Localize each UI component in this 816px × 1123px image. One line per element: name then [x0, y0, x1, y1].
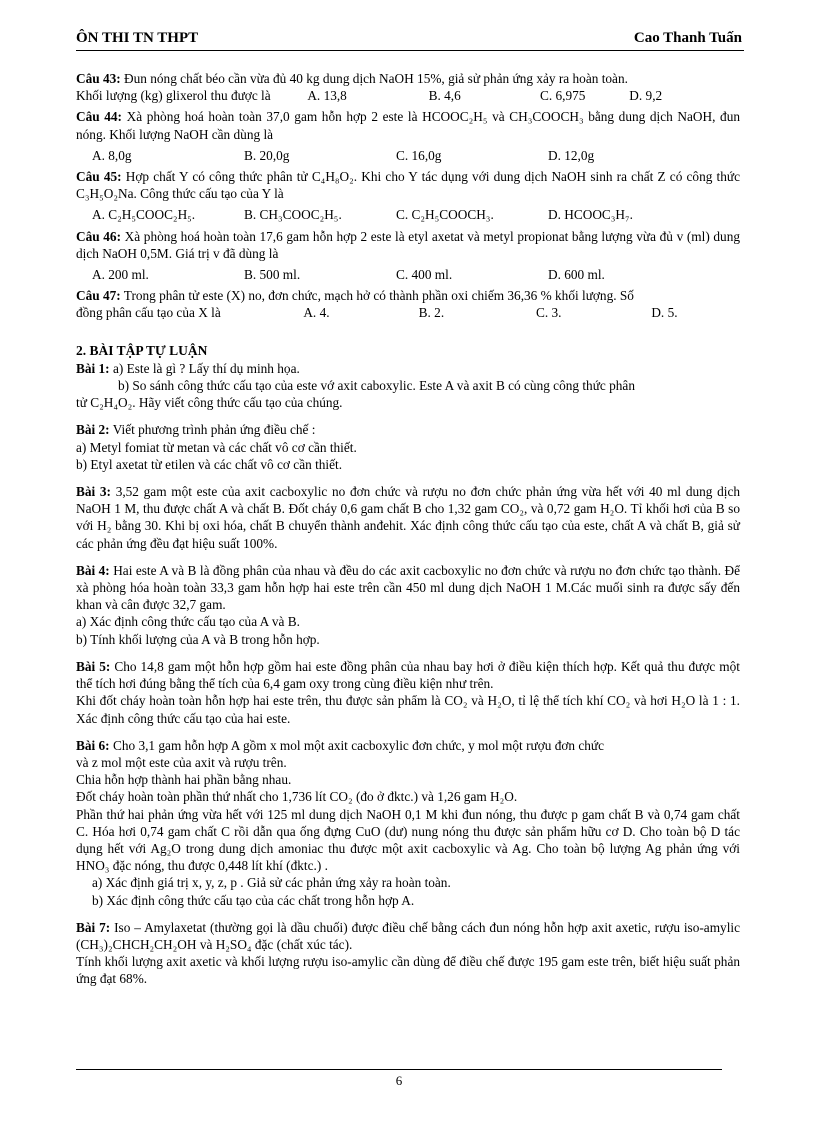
question-43: Câu 43: Đun nóng chất béo cần vừa đủ 40 kg dung dịch NaOH 15%, giả sử phản ứng xảy ra hoàn toàn. Khối lượng (kg) glixerol thu được là A. 13,8 B. 4,6 C. 6,975 D. 9,2 — [76, 71, 663, 104]
option-c: C. 400 ml. — [396, 267, 453, 283]
exercise-5: Bài 5: Cho 14,8 gam một hỗn hợp gồm hai este đồng phân của nhau bay hơi ở điều kiện thích hợp. Kết quả thu được một thể tích hơi đúng bằng thể tích của 6,4 gam oxy trong cùng điều kiện như trên. — [76, 658, 740, 692]
page-number: 6 — [395, 1073, 403, 1088]
exercise-3: Bài 3: 3,52 gam một este của axit cacboxylic no đơn chức và rượu no đơn chức phản ứng vừa hết với 40 ml dung dịch NaOH 1 M, thu được chất A và chất B. Đốt cháy 0,6 gam chất B cho 1,32 gam CO₂, và 0,72 gam H₂O. Tỉ khối hơi của B so với H₂ bằng 30. Khi bị oxi hóa, chất B chuyển thành anđehit. Xác định công thức cấu tạo của este, chất A và chất B, giả sử các phản ứng đều đạt hiệu suất 100%. — [76, 484, 740, 551]
option-d: D. 9,2 — [629, 88, 663, 104]
header-left: ÔN THI TN THPT — [76, 30, 199, 46]
option-d: D. 600 ml. — [548, 267, 605, 283]
exercise-4: Bài 4: Hai este A và B là đồng phân của nhau và đều do các axit cacboxylic no đơn chức và rượu no đơn chức tạo thành. Để xà phòng hóa hoàn toàn 33,3 gam hỗn hợp hai este trên cần 450 ml dung dịch NaOH 1 M.Các muối sinh ra được sấy đến khan và cân được 32,7 gam. — [76, 562, 740, 613]
page-header — [76, 28, 744, 51]
option-b: B. CH₃COOC₂H₅. — [244, 207, 342, 223]
question-46: Câu 46: Xà phòng hoá hoàn toàn 17,6 gam hỗn hợp 2 este là etyl axetat và metyl propionat bằng lượng vừa đủ v (ml) dung dịch NaOH 0,5M. Giá trị v đã dùng là — [76, 228, 740, 261]
option-c: C. 6,975 — [539, 88, 586, 104]
option-a: A. 4. — [303, 305, 330, 321]
option-a: A. 8,0g — [92, 147, 132, 163]
option-c: C. C₂H₅COOCH₃. — [396, 207, 494, 223]
options-45 — [76, 206, 740, 223]
exercise-6: Bài 6: Cho 3,1 gam hỗn hợp A gồm x mol một axit cacboxylic đơn chức, y mol một rượu đơn chức — [76, 737, 605, 753]
option-c: C. 3. — [535, 305, 562, 321]
option-b: B. 4,6 — [428, 88, 461, 104]
options-44 — [76, 147, 740, 164]
exercise-2: Bài 2: Viết phương trình phản ứng điều chế : — [76, 422, 316, 438]
question-44: Câu 44: Xà phòng hoá hoàn toàn 37,0 gam hỗn hợp 2 este là HCOOC₂H₅ và CH₃COOCH₃ bằng dung dịch NaOH, đun nóng. Khối lượng NaOH cần dùng là — [76, 109, 740, 142]
option-d: D. 5. — [651, 305, 678, 321]
exercise-1: Bài 1: a) Este là gì ? Lấy thí dụ minh họa. — [76, 360, 300, 376]
exercise-7: Bài 7: Iso – Amylaxetat (thường gọi là dầu chuối) được điều chế bằng cách đun nóng hỗn hợp axit axetic, rượu iso-amylic (CH₃)₂CHCH₂CH₂OH và H₂SO₄ đặc (chất xúc tác). — [76, 919, 740, 952]
option-b: B. 20,0g — [244, 147, 290, 163]
option-a: A. C₂H₅COOC₂H₅. — [92, 207, 196, 223]
page-footer — [76, 1069, 722, 1089]
options-46 — [76, 266, 740, 283]
option-b: B. 500 ml. — [244, 267, 301, 283]
section-title: 2. BÀI TẬP TỰ LUẬN — [76, 342, 208, 358]
header-right: Cao Thanh Tuấn — [633, 30, 742, 46]
page-content: Câu 43: Đun nóng chất béo cần vừa đủ 40 kg dung dịch NaOH 15%, giả sử phản ứng xảy ra hoàn toàn. Khối lượng (kg) glixerol thu được là A. 13,8 B. 4,6 C. 6,975 D. 9,2 Câu 44: Xà phòng hoá hoàn toàn 37,0 gam hỗn hợp 2 este là HCOOC₂H₅ và CH₃COOCH₃ bằng dung dịch NaOH, đun nóng. Khối lượng NaOH cần dùng là A. 8,0g B. 20,0g C. 16,0g D. 12,0g Câu 45: Hợp chất Y có công thức phân tử C₄H₈O₂. Khi cho Y tác dụng với dung dịch NaOH sinh ra chất Z có công thức C₃H₅O₂Na. Công thức cấu tạo của Y là A. C₂H₅COOC₂H₅. B. CH₃COOC₂H₅. C. C₂H₅COOCH₃. D. HCOOC₃H₇. Câu 46: Xà phòng hoá hoàn toàn 17,6 gam hỗn hợp 2 este là etyl axetat và metyl propionat bằng lượng vừa đủ v (ml) dung dịch NaOH 0,5M. Giá trị v đã dùng là A. 200 ml. B. 500 ml. C. 400 ml. D. 600 ml. Câu 47: Trong phân tử este (X) no, đơn chức, mạch hở có thành phần oxi chiếm 36,36 % khối lượng. Số đồng phân cấu tạo của X là A. 4. B. 2. C. 3. D. 5. 2. BÀI TẬP TỰ LUẬN Bài 1: a) Este là gì ? Lấy thí dụ minh họa. b) So sánh công thức cấu tạo của este vớ axit caboxylic. Este A và axit B có cùng công thức phân tử C₂H₄O₂. Hãy viết công thức cấu tạo của chúng. Bài 2: Viết phương trình phản ứng điều chế : a) Metyl fomiat từ metan và các chất vô cơ cần thiết. b) Etyl axetat từ etilen và các chất vô cơ cần thiết. Bài 3: 3,52 gam một este của axit cacboxylic no đơn chức và rượu no đơn chức phản ứng vừa hết với 40 ml dung dịch NaOH 1 M, thu được chất A và chất B. Đốt cháy 0,6 gam chất B cho 1,32 gam CO₂, và 0,72 gam H₂O. Tỉ khối hơi của B so với H₂ bằng 30. Khi bị oxi hóa, chất B chuyển thành anđehit. Xác định công thức cấu tạo của este, chất A và chất B, giả sử các phản ứng đều đạt hiệu suất 100%. Bài 4: Hai este A và B là đồng phân của nhau và đều do các axit cacboxylic no đơn chức và rượu no đơn chức tạo thành. Để xà phòng hóa hoàn toàn 33,3 gam hỗn hợp hai este trên cần 450 ml dung dịch NaOH 1 M.Các muối sinh ra được sấy đến khan và cân được 32,7 gam. a) Xác định công thức cấu tạo của A và B. b) Tính khối lượng của A và B trong hỗn hợp. Bài 5: Cho 14,8 gam một hỗn hợp gồm hai este đồng phân của nhau bay hơi ở điều kiện thích hợp. Kết quả thu được một thể tích hơi đúng bằng thể tích của 6,4 gam oxy trong cùng điều kiện như trên. Khi đốt cháy hoàn toàn hỗn hợp hai este trên, thu được sản phẩm là CO₂ và H₂O, tỉ lệ thể tích khí CO₂ và hơi H₂O là 1 : 1. Xác định công thức cấu tạo của hai este. Bài 6: Cho 3,1 gam hỗn hợp A gồm x mol một axit cacboxylic đơn chức, y mol một rượu đơn chức và z mol một este của axit và rượu trên. Chia hỗn hợp thành hai phần bằng nhau. Đốt cháy hoàn toàn phần thứ nhất cho 1,736 lít CO₂ (đo ở đktc.) và 1,26 gam H₂O. Phần thứ hai phản ứng vừa hết với 125 ml dung dịch NaOH 0,1 M khi đun nóng, thu được p gam chất B và 0,74 gam chất C. Hóa hơi 0,74 gam chất C rồi dẫn qua ống đựng CuO (dư) nung nóng thu được sản phẩm hữu cơ D. Cho toàn bộ D tác dụng hết với Ag₂O trong dung dịch amoniac thu được một axit cacboxylic và Ag. Cho toàn bộ lượng Ag phản ứng với HNO₃ đặc nóng, thu được 0,448 lít khí (đktc.) . a) Xác định giá trị x, y, z, p . Giả sử các phản ứng xảy ra hoàn toàn. b) Xác định công thức cấu tạo của các chất trong hỗn hợp A. Bài 7: Iso – Amylaxetat (thường gọi là dầu chuối) được điều chế bằng cách đun nóng hỗn hợp axit axetic, rượu iso-amylic (CH₃)₂CHCH₂CH₂OH và H₂SO₄ đặc (chất xúc tác). Tính khối lượng axit axetic và khối lượng rượu iso-amylic cần dùng để điều chế được 195 gam este trên, biết hiệu suất phản ứng đạt 68%. — [76, 71, 741, 987]
option-d: D. 12,0g — [548, 147, 595, 163]
option-b: B. 2. — [418, 305, 445, 321]
option-c: C. 16,0g — [396, 147, 442, 163]
option-a: A. 13,8 — [307, 88, 347, 104]
option-d: D. HCOOC₃H₇. — [548, 207, 633, 223]
option-a: A. 200 ml. — [92, 267, 149, 283]
question-47: Câu 47: Trong phân tử este (X) no, đơn chức, mạch hở có thành phần oxi chiếm 36,36 % khối lượng. Số đồng phân cấu tạo của X là A. 4. B. 2. C. 3. D. 5. — [76, 288, 678, 321]
question-45: Câu 45: Hợp chất Y có công thức phân tử C₄H₈O₂. Khi cho Y tác dụng với dung dịch NaOH sinh ra chất Z có công thức C₃H₅O₂Na. Công thức cấu tạo của Y là — [76, 169, 741, 202]
